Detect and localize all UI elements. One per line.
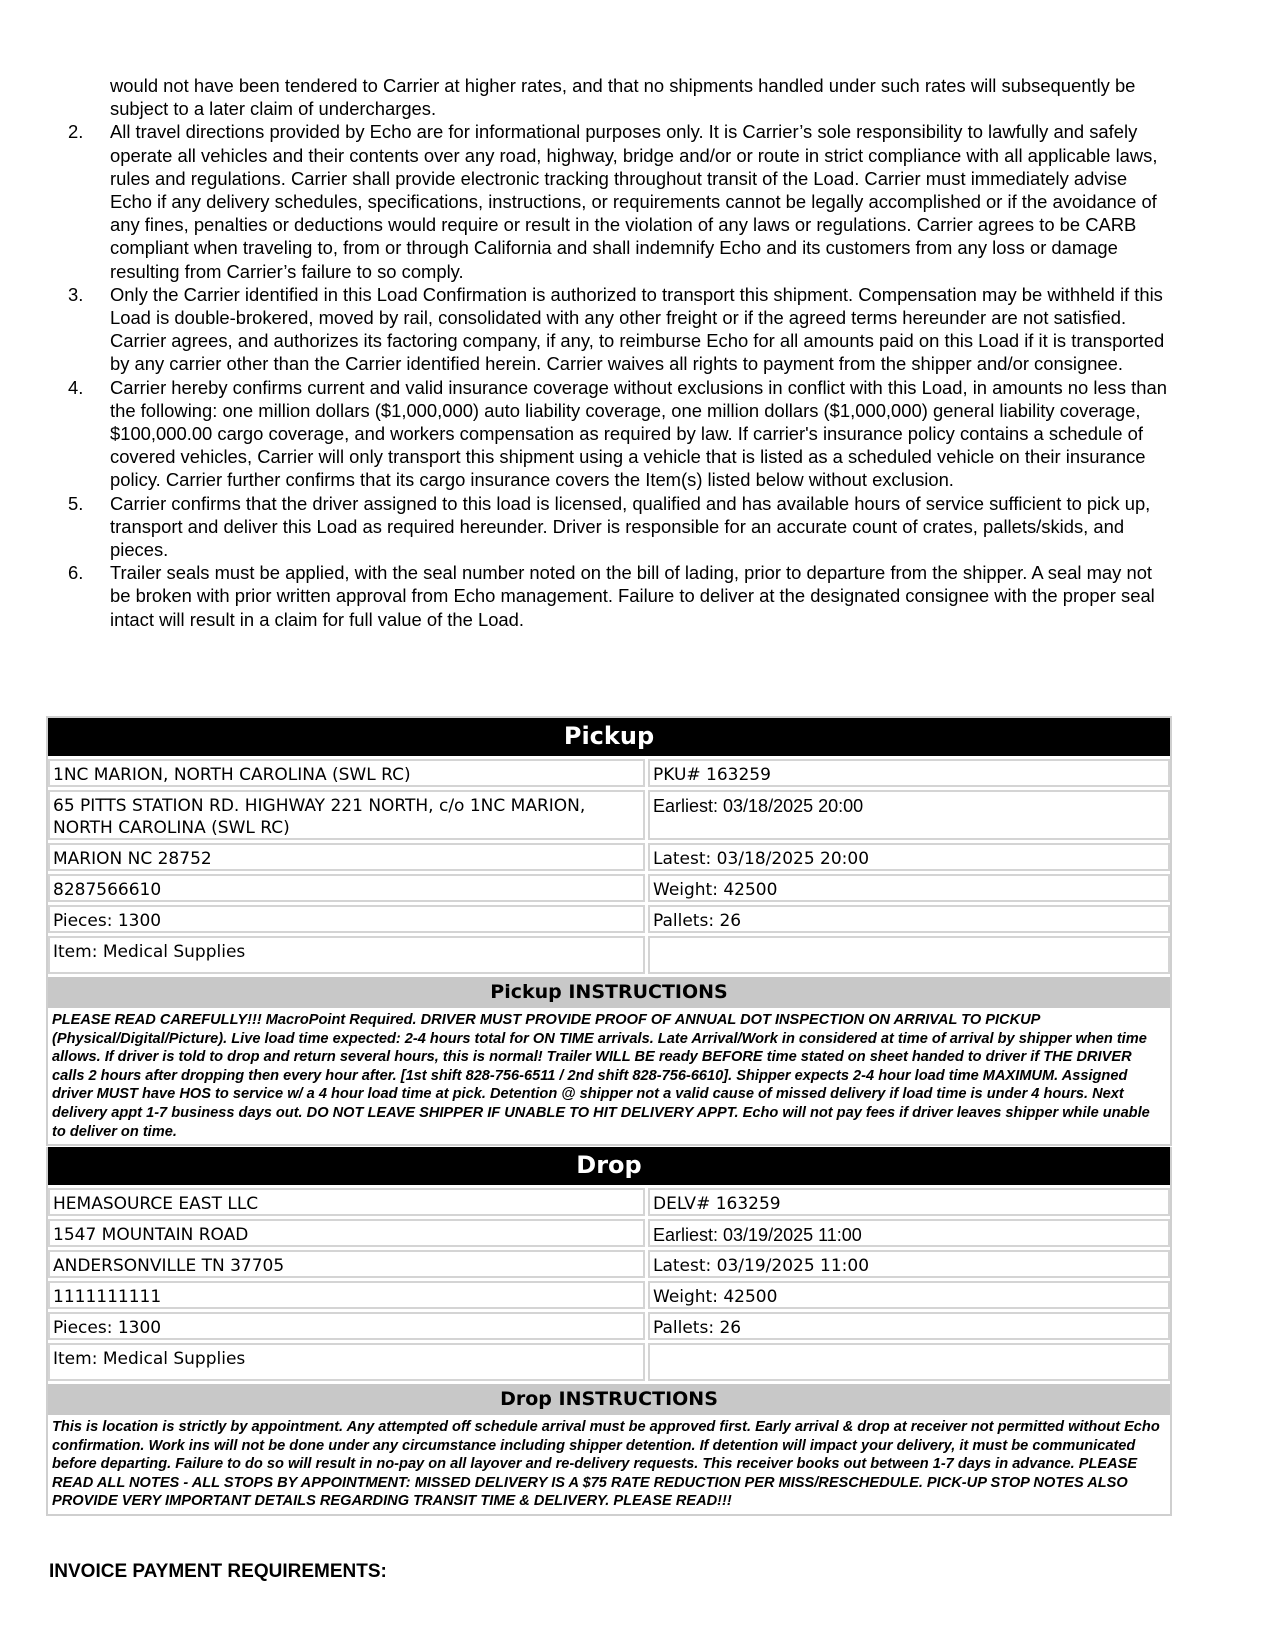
drop-location-name: HEMASOURCE EAST LLC (48, 1188, 645, 1216)
pickup-weight: Weight: 42500 (648, 874, 1170, 902)
term-number: 5. (68, 492, 84, 514)
pickup-empty-cell (648, 936, 1170, 974)
term-text: Only the Carrier identified in this Load Confirmation is authorized to transport this shipment. Compensation may be withheld if this Load is double-brokered, moved by rail, consolidated with any other freight or if the agreed terms hereunder are not satisfied. Carrier agrees, and authorizes its factoring company, if any, to reimburse Echo for all amounts paid on this Load if it is transported by any carrier other than the Carrier identified herein. Carrier waives all rights to payment from the shipper and/or consignee. (110, 283, 1165, 375)
drop-empty-cell (648, 1343, 1170, 1381)
pickup-item: Item: Medical Supplies (48, 936, 645, 974)
drop-earliest: Earliest: 03/19/2025 11:00 (648, 1219, 1170, 1247)
term-item (62, 283, 1174, 376)
drop-city: ANDERSONVILLE TN 37705 (48, 1250, 645, 1278)
pickup-section (46, 716, 1172, 1146)
term-item (62, 561, 1174, 631)
pickup-details (48, 756, 1170, 974)
term-text: Carrier hereby confirms current and valid insurance coverage without exclusions in conflict with this Load, in amounts no less than the following: one million dollars ($1,000,000) auto liability coverage, one million dollars ($1,000,000) general liability coverage, $100,000.00 cargo coverage, and workers compensation as required by law. If carrier's insurance policy contains a schedule of covered vehicles, Carrier will only transport this shipment using a vehicle that is listed as a scheduled vehicle on their insurance policy. Carrier further confirms that its cargo insurance covers the Item(s) listed below without exclusion. (110, 376, 1167, 491)
term-item (62, 376, 1174, 492)
pickup-phone: 8287566610 (48, 874, 645, 902)
drop-section (46, 1147, 1172, 1516)
pickup-latest: Latest: 03/18/2025 20:00 (648, 843, 1170, 871)
drop-item: Item: Medical Supplies (48, 1343, 645, 1381)
drop-instructions: This is location is strictly by appointment. Any attempted off schedule arrival must be approved first. Early arrival & drop at receiver not permitted without Echo confirmation. Work ins will not be done under any circumstance including shipper detention. If detention will impact your delivery, it must be communicated before departing. Failure to do so will result in no-pay on all layover and re-delivery requests. This receiver books out between 1-7 days in advance. PLEASE READ ALL NOTES - ALL STOPS BY APPOINTMENT: MISSED DELIVERY IS A $75 RATE REDUCTION PER MISS/RESCHEDULE. PICK-UP STOP NOTES ALSO PROVIDE VERY IMPORTANT DETAILS REGARDING TRANSIT TIME & DELIVERY. PLEASE READ!!! (52, 1419, 1160, 1510)
drop-address: 1547 MOUNTAIN ROAD (48, 1219, 645, 1247)
pickup-address: 65 PITTS STATION RD. HIGHWAY 221 NORTH, c/o 1NC MARION, NORTH CAROLINA (SWL RC) (48, 790, 645, 840)
term-number: 4. (68, 376, 84, 398)
term-number: 2. (68, 121, 84, 143)
term-text: Trailer seals must be applied, with the seal number noted on the bill of lading, prior to departure from the shipper. A seal may not be broken with prior written approval from Echo management. Failure to deliver at the designated consignee with the proper seal intact will result in a claim for full value of the Load. (110, 562, 1155, 630)
drop-instructions-header: Drop INSTRUCTIONS (48, 1384, 1170, 1415)
drop-phone: 1111111111 (48, 1281, 645, 1309)
pickup-header: Pickup (48, 718, 1170, 756)
term-number: 6. (68, 562, 84, 584)
term-text: All travel directions provided by Echo are for informational purposes only. It is Carrier’s sole responsibility to lawfully and safely operate all vehicles and their contents over any road, highway, bridge and/or or route in strict compliance with all applicable laws, rules and regulations. Carrier shall provide electronic tracking throughout transit of the Load. Carrier must immediately advise Echo if any delivery schedules, specifications, instructions, or requirements cannot be legally accomplished or if the avoidance of any fines, penalties or deductions would require or result in the violation of any laws or regulations. Carrier agrees to be CARB compliant when traveling to, from or through California and shall indemnify Echo and its customers from any loss or damage resulting from Carrier’s failure to so comply. (110, 121, 1158, 282)
drop-pieces: Pieces: 1300 (48, 1312, 645, 1340)
terms-list (62, 74, 1174, 631)
drop-latest: Latest: 03/19/2025 11:00 (648, 1250, 1170, 1278)
pickup-city: MARION NC 28752 (48, 843, 645, 871)
pickup-instructions: PLEASE READ CAREFULLY!!! MacroPoint Required. DRIVER MUST PROVIDE PROOF OF ANNUAL DOT INSPECTION ON ARRIVAL TO PICKUP (Physical/Digital/Picture). Live load time expected: 2-4 hours total for ON TIME arrivals. Late Arrival/Work in considered at time of arrival by shipper when time allows. If driver is told to drop and return several hours, this is normal! Trailer WILL BE ready BEFORE time stated on sheet handed to driver if THE DRIVER calls 2 hours after dropping then every hour after. [1st shift 828-756-6511 / 2nd shift 828-756-6610]. Shipper expects 2-4 hour load time MAXIMUM. Assigned driver MUST have HOS to service w/ a 4 hour load time at pick. Detention @ shipper not a valid cause of missed delivery if load time is under 4 hours. Next delivery appt 1-7 business days out. DO NOT LEAVE SHIPPER IF UNABLE TO HIT DELIVERY APPT. Echo will not pay fees if driver leaves shipper while unable to deliver on time. (52, 1012, 1150, 1140)
drop-pallets: Pallets: 26 (648, 1312, 1170, 1340)
term-item (62, 120, 1174, 282)
pickup-earliest: Earliest: 03/18/2025 20:00 (648, 790, 1170, 840)
term-continuation: would not have been tendered to Carrier at higher rates, and that no shipments handled under such rates will subsequently be subject to a later claim of undercharges. (110, 75, 1136, 120)
drop-header: Drop (48, 1147, 1170, 1185)
drop-weight: Weight: 42500 (648, 1281, 1170, 1309)
drop-details (48, 1185, 1170, 1381)
pickup-location-name: 1NC MARION, NORTH CAROLINA (SWL RC) (48, 759, 645, 787)
pickup-pieces: Pieces: 1300 (48, 905, 645, 933)
drop-reference: DELV# 163259 (648, 1188, 1170, 1216)
term-item (62, 492, 1174, 562)
term-number: 3. (68, 283, 84, 305)
invoice-requirements-heading: INVOICE PAYMENT REQUIREMENTS: (49, 1561, 387, 1582)
pickup-reference: PKU# 163259 (648, 759, 1170, 787)
term-text: Carrier confirms that the driver assigned to this load is licensed, qualified and has available hours of service sufficient to pick up, transport and deliver this Load as required hereunder. Driver is responsible for an accurate count of crates, pallets/skids, and pieces. (110, 492, 1151, 561)
pickup-pallets: Pallets: 26 (648, 905, 1170, 933)
pickup-instructions-header: Pickup INSTRUCTIONS (48, 977, 1170, 1008)
